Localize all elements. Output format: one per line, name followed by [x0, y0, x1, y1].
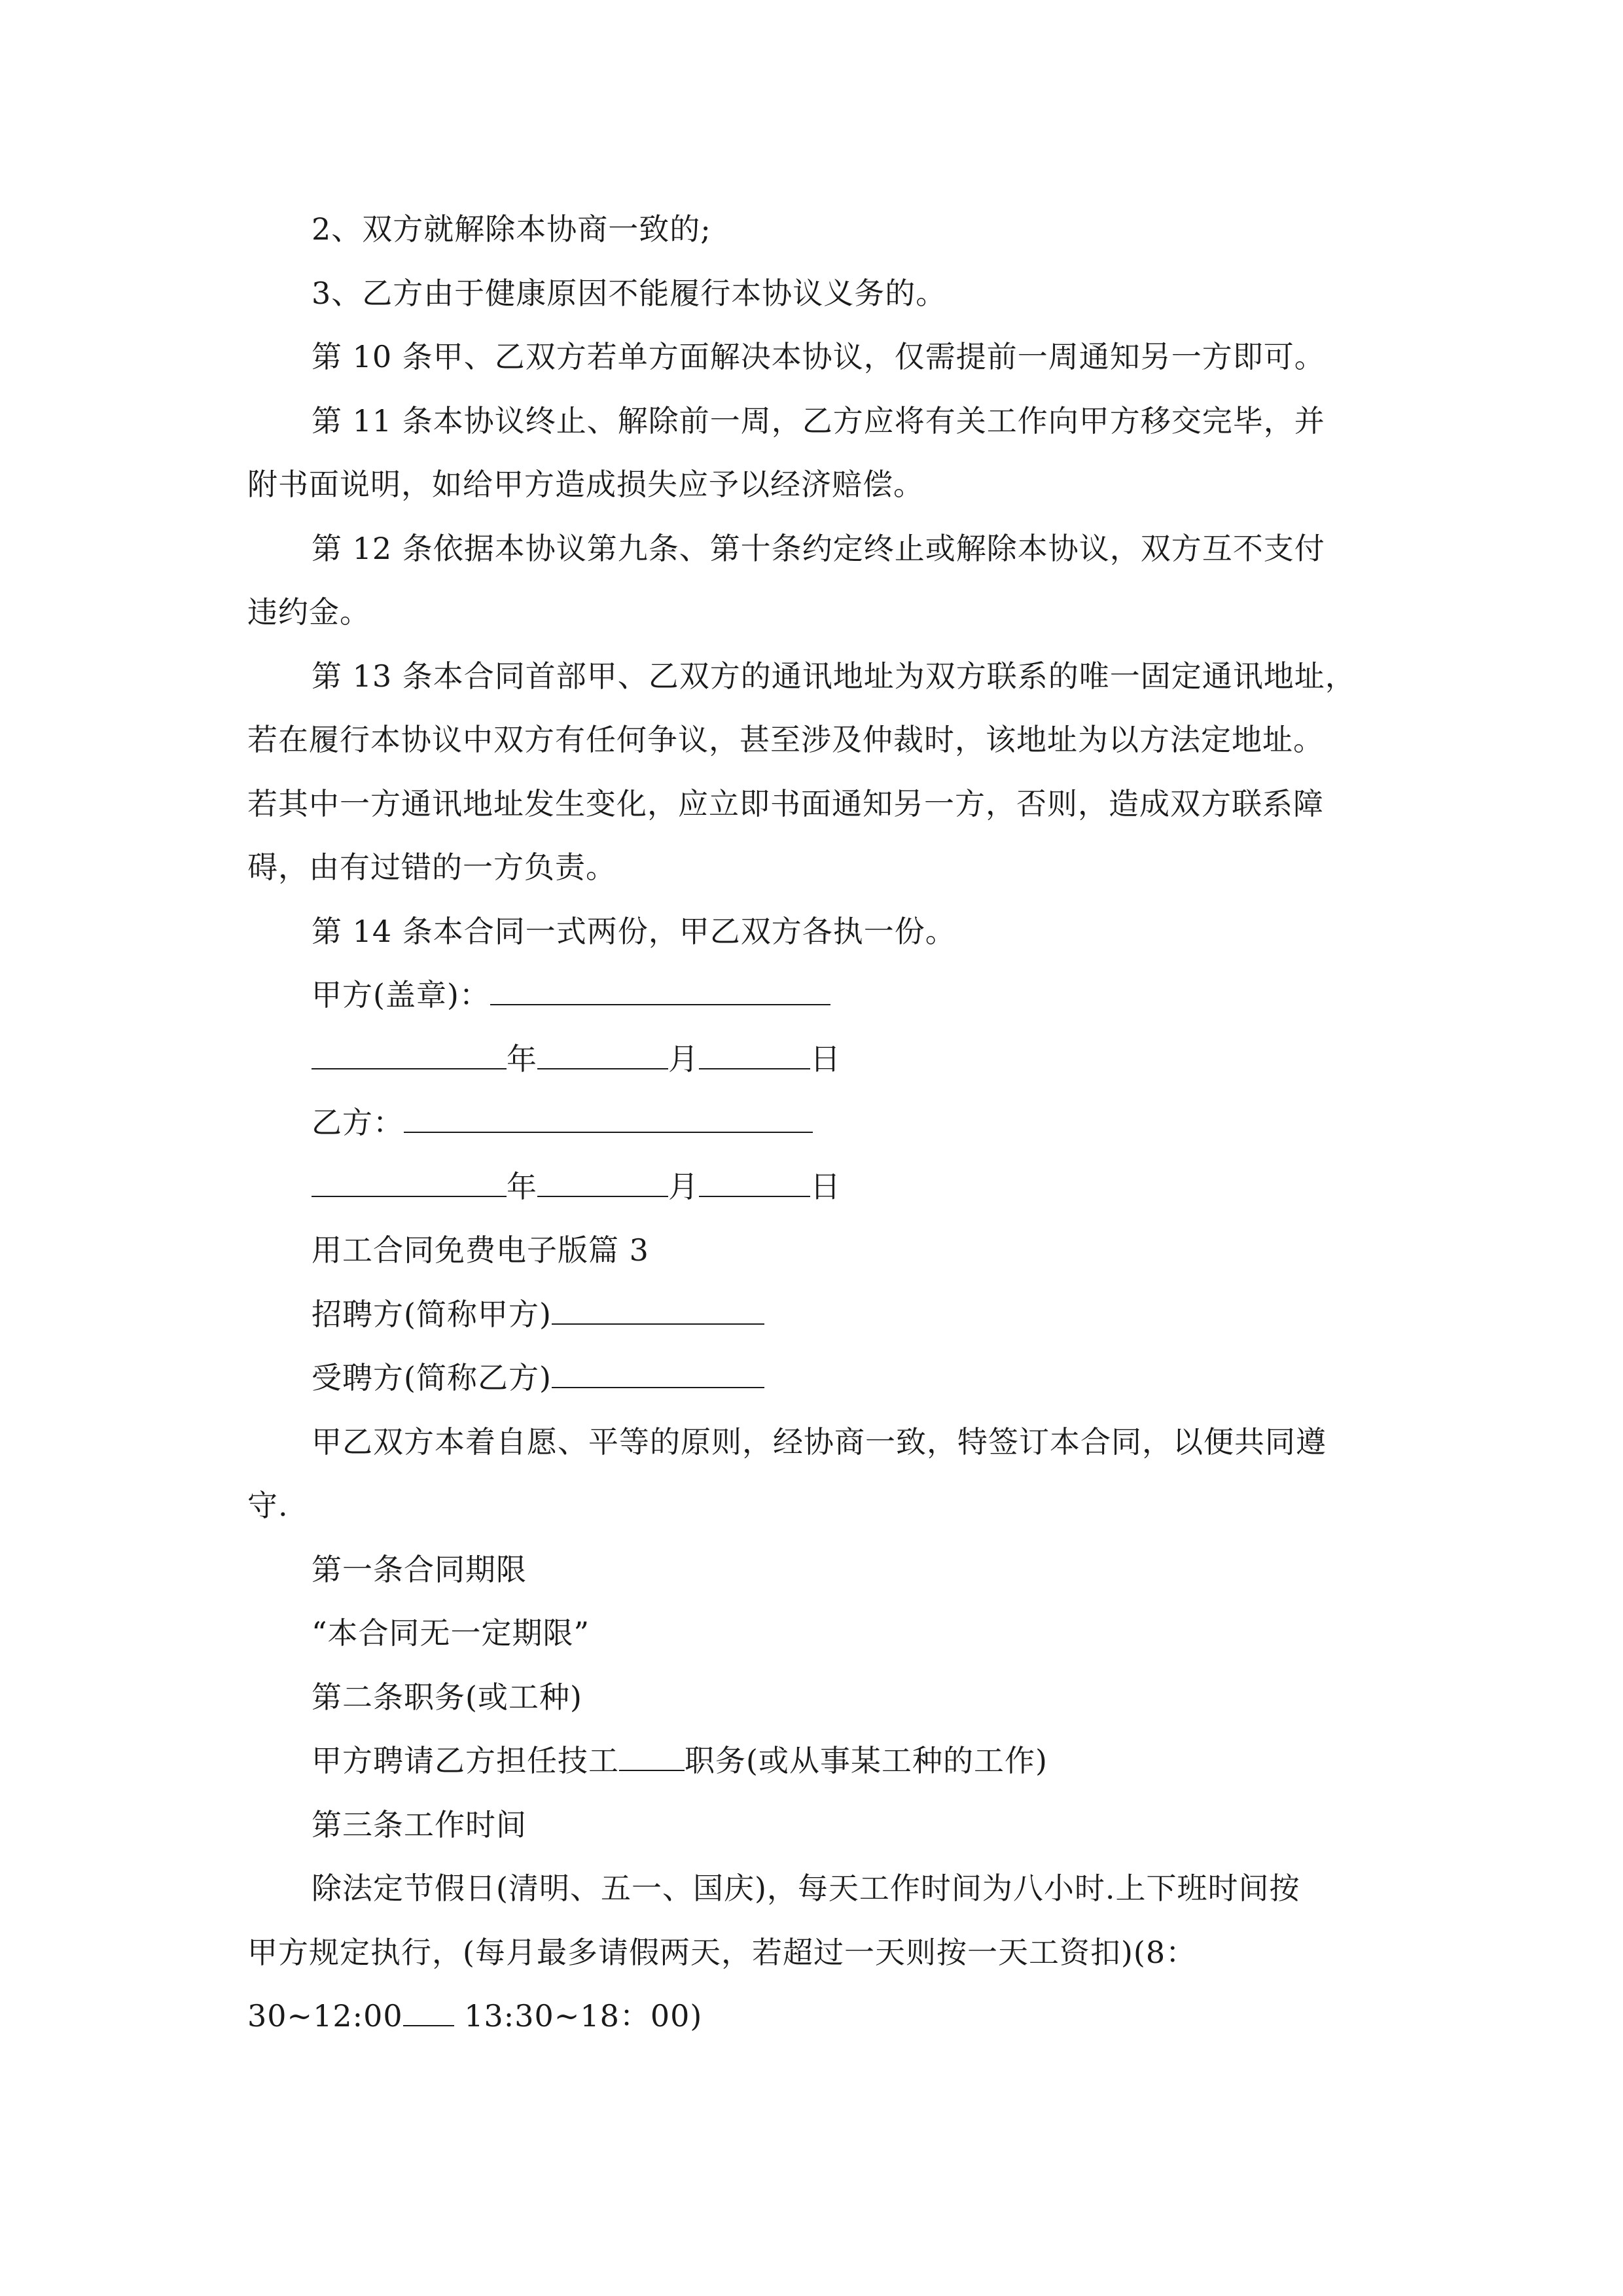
article-13: 第 13 条本合同首部甲、乙双方的通讯地址为双方联系的唯一固定通讯地址，: [312, 658, 1356, 694]
day-field[interactable]: [699, 1170, 810, 1197]
month-label: 月: [668, 1041, 699, 1077]
article-3-body-cont: 甲方规定执行，(每月最多请假两天，若超过一天则按一天工资扣)(8：: [247, 1935, 1197, 1970]
employer-line: [312, 1295, 764, 1334]
year-label: 年: [507, 1169, 537, 1204]
article-11-cont: 附书面说明，如给甲方造成损失应予以经济赔偿。: [247, 467, 924, 502]
day-label: 日: [810, 1041, 841, 1077]
article-11: 第 11 条本协议终止、解除前一周，乙方应将有关工作向甲方移交完毕，并: [312, 403, 1325, 439]
article-2-body-start: 甲方聘请乙方担任技工: [312, 1743, 619, 1778]
article-12-cont: 违约金。: [247, 594, 370, 630]
day-label: 日: [810, 1169, 841, 1204]
article-10: 第 10 条甲、乙双方若单方面解决本协议，仅需提前一周通知另一方即可。: [312, 339, 1325, 374]
article-3-title: 第三条工作时间: [312, 1807, 527, 1842]
employee-label: 受聘方(简称乙方): [312, 1360, 552, 1395]
clause-line: 3、乙方由于健康原因不能履行本协议义务的。: [312, 276, 947, 311]
article-1-title: 第一条合同期限: [312, 1552, 527, 1587]
party-a-label: 甲方(盖章)：: [312, 977, 490, 1013]
year-label: 年: [507, 1041, 537, 1077]
article-3-body-cont: [247, 1996, 702, 2036]
party-b-signature-line: [312, 1103, 813, 1142]
employee-line: [312, 1358, 764, 1397]
party-b-sign-field[interactable]: [404, 1105, 813, 1133]
section-title: 用工合同免费电子版篇 3: [312, 1232, 649, 1268]
party-a-date-line: [312, 1039, 841, 1079]
morning-hours: 30~12:00: [247, 1998, 403, 2034]
hours-gap-field: [403, 1999, 454, 2026]
intro-paragraph-cont: 守.: [247, 1488, 289, 1523]
article-1-body: “本合同无一定期限”: [312, 1615, 590, 1651]
clause-line: 2、双方就解除本协商一致的;: [312, 211, 711, 247]
employee-name-field[interactable]: [552, 1361, 764, 1388]
article-3-body: 除法定节假日(清明、五一、国庆)，每天工作时间为八小时.上下班时间按: [312, 1871, 1300, 1906]
article-12: 第 12 条依据本协议第九条、第十条约定终止或解除本协议，双方互不支付: [312, 531, 1325, 566]
month-field[interactable]: [537, 1042, 668, 1069]
article-13-cont: 若其中一方通讯地址发生变化，应立即书面通知另一方，否则，造成双方联系障: [247, 786, 1324, 821]
article-13-cont: 碍，由有过错的一方负责。: [247, 850, 616, 885]
article-2-title: 第二条职务(或工种): [312, 1679, 582, 1715]
article-2-body-end: 职务(或从事某工种的工作): [685, 1743, 1048, 1778]
month-field[interactable]: [537, 1170, 668, 1197]
year-field[interactable]: [312, 1042, 507, 1069]
month-label: 月: [668, 1169, 699, 1204]
party-a-seal-field[interactable]: [490, 978, 830, 1005]
employer-name-field[interactable]: [552, 1297, 764, 1325]
position-field[interactable]: [619, 1744, 685, 1771]
article-14: 第 14 条本合同一式两份，甲乙双方各执一份。: [312, 914, 956, 949]
year-field[interactable]: [312, 1170, 507, 1197]
day-field[interactable]: [699, 1042, 810, 1069]
party-a-signature-line: [312, 975, 830, 1014]
party-b-label: 乙方：: [312, 1105, 404, 1140]
intro-paragraph: 甲乙双方本着自愿、平等的原则，经协商一致，特签订本合同，以便共同遵: [312, 1424, 1327, 1460]
afternoon-hours: 13:30~18：00): [454, 1998, 703, 2034]
party-b-date-line: [312, 1167, 841, 1206]
employer-label: 招聘方(简称甲方): [312, 1297, 552, 1332]
article-13-cont: 若在履行本协议中双方有任何争议，甚至涉及仲裁时，该地址为以方法定地址。: [247, 722, 1324, 757]
article-2-body: [312, 1741, 1048, 1780]
